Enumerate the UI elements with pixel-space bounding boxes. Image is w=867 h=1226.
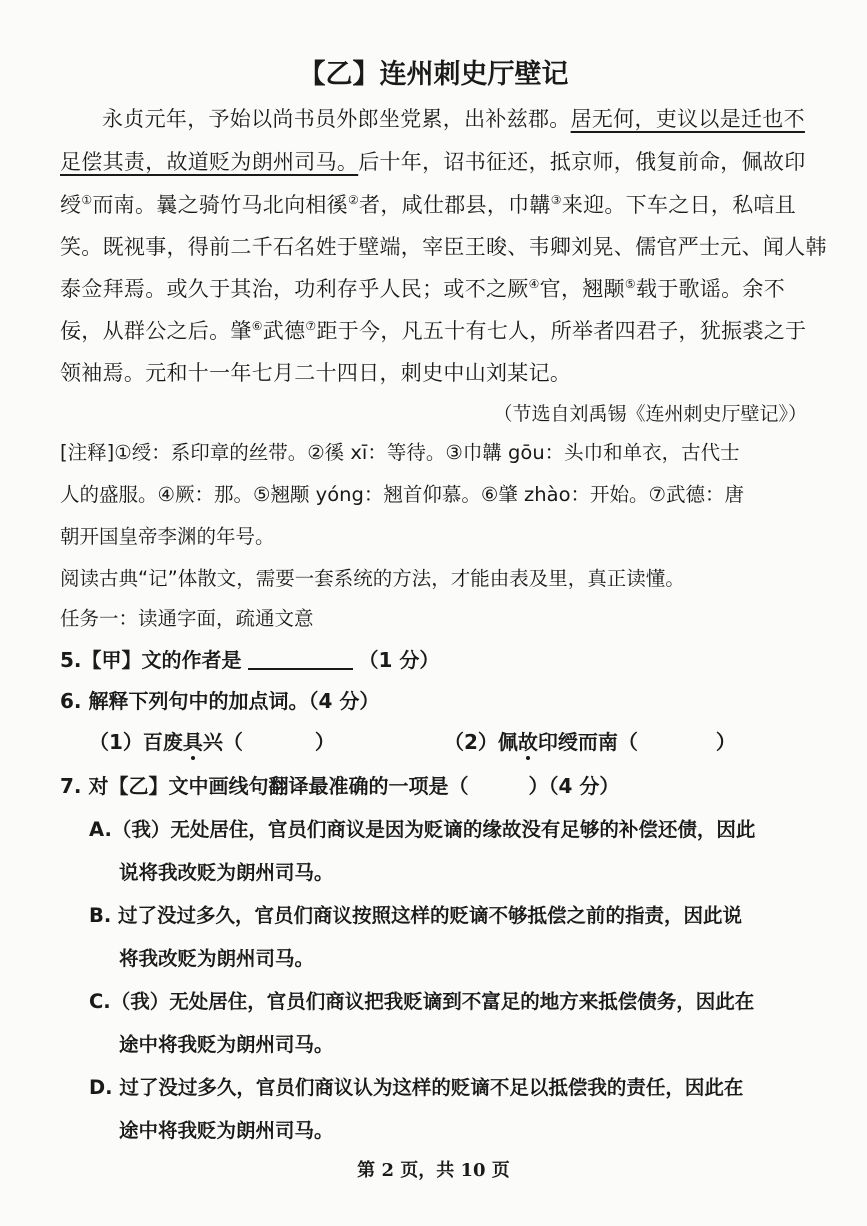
passage-text: 官，翘颙 <box>539 277 625 301</box>
item-text: ） <box>715 730 736 754</box>
dotted-word: 具 <box>182 730 203 754</box>
annotation-line: [注释]①绶：系印章的丝带。②徯 xī：等待。③巾韝 gōu：头巾和单衣，古代士 <box>60 441 740 464</box>
answer-blank[interactable] <box>248 648 353 670</box>
passage-line <box>60 146 806 176</box>
option-c[interactable]: C.（我）无处居住，官员们商议把我贬谪到不富足的地方来抵偿债务，因此在 <box>89 990 755 1013</box>
source-citation: （节选自刘禹锡《连州刺史厅壁记》） <box>493 403 807 425</box>
item-text: （1）百废 <box>89 730 183 754</box>
item-text: 印绶而南（ <box>537 730 638 754</box>
underlined-sentence: 足偿其责，故道贬为朗州司马。 <box>60 150 359 174</box>
page-footer: 第 2 页，共 10 页 <box>357 1160 510 1181</box>
intro-text: 阅读古典“记”体散文，需要一套系统的方法，才能由表及里，真正读懂。 <box>60 567 685 590</box>
note-mark: ④ <box>528 277 540 291</box>
passage-text: 永贞元年，予始以尚书员外郎坐党累，出补兹郡。 <box>102 107 571 131</box>
passage-text: 距于今，凡五十有七人，所举者四君子，犹振裘之于 <box>316 319 807 343</box>
task-heading: 任务一：读通字面，疏通文意 <box>60 607 314 630</box>
passage-line <box>102 103 805 133</box>
note-mark: ① <box>81 193 93 207</box>
annotation-line: 朝开国皇帝李渊的年号。 <box>60 525 275 548</box>
note-mark: ⑦ <box>305 319 317 333</box>
passage-text: 绶 <box>60 193 82 217</box>
question-7 <box>60 770 619 799</box>
question-6-item-2 <box>444 726 736 755</box>
passage-text: 泰佥拜焉。或久于其治，功利存乎人民；或不之厥 <box>60 277 529 301</box>
question-6: 6. 解释下列句中的加点词。（4 分） <box>60 689 380 713</box>
question-text: 5.【甲】文的作者是 <box>60 648 242 672</box>
passage-text: 来迎。下车之日，私唁且 <box>561 193 797 217</box>
option-b-continued: 将我改贬为朗州司马。 <box>119 947 315 970</box>
note-mark: ⑤ <box>624 277 636 291</box>
passage-text: 武德 <box>262 319 306 343</box>
passage-title: 【乙】连州刺史厅壁记 <box>298 59 569 90</box>
passage-line: 领袖焉。元和十一年七月二十四日，刺史中山刘某记。 <box>60 361 572 385</box>
passage-line <box>60 189 796 219</box>
passage-line: 笑。既视事，得前二千石名姓于壁端，宰臣王晙、韦卿刘晃、儒官严士元、闻人韩 <box>60 235 827 259</box>
question-text: 7. 对【乙】文中画线句翻译最准确的一项是（ <box>60 774 469 798</box>
item-text: （2）佩 <box>444 730 518 754</box>
passage-text: 而南。曩之骑竹马北向相徯 <box>92 193 348 217</box>
note-mark: ② <box>347 193 360 207</box>
question-score: ）（4 分） <box>528 774 620 798</box>
question-5 <box>60 644 439 673</box>
underlined-sentence: 居无何，吏议以是迁也不 <box>570 107 805 131</box>
option-d[interactable]: D. 过了没过多久，官员们商议认为这样的贬谪不足以抵偿我的责任，因此在 <box>89 1076 744 1099</box>
question-6-item-1 <box>89 726 335 755</box>
passage-text: 者，咸仕郡县，巾韝 <box>359 193 551 217</box>
annotation-line: 人的盛服。④厥：那。⑤翘颙 yóng：翘首仰慕。⑥肇 zhào：开始。⑦武德：唐 <box>60 483 745 506</box>
option-d-continued: 途中将我贬为朗州司马。 <box>119 1119 334 1142</box>
passage-text: 载于歌谣。余不 <box>635 277 786 301</box>
item-text: 兴（ <box>202 730 243 754</box>
passage-text: 后十年，诏书征还，抵京师，俄复前命，佩故印 <box>358 150 806 174</box>
option-a-continued: 说将我改贬为朗州司马。 <box>119 861 334 884</box>
note-mark: ③ <box>550 193 562 207</box>
option-b[interactable]: B. 过了没过多久，官员们商议按照这样的贬谪不够抵偿之前的指责，因此说 <box>89 904 743 927</box>
option-c-continued: 途中将我贬为朗州司马。 <box>119 1033 334 1056</box>
passage-text: 佞，从群公之后。肇 <box>60 319 252 343</box>
note-mark: ⑥ <box>251 319 263 333</box>
question-score: （1 分） <box>358 648 440 672</box>
dotted-word: 故 <box>517 730 538 754</box>
passage-line <box>60 273 785 303</box>
option-a[interactable]: A.（我）无处居住，官员们商议是因为贬谪的缘故没有足够的补偿还债，因此 <box>89 818 756 841</box>
item-text: ） <box>314 730 335 754</box>
passage-line <box>60 315 806 345</box>
